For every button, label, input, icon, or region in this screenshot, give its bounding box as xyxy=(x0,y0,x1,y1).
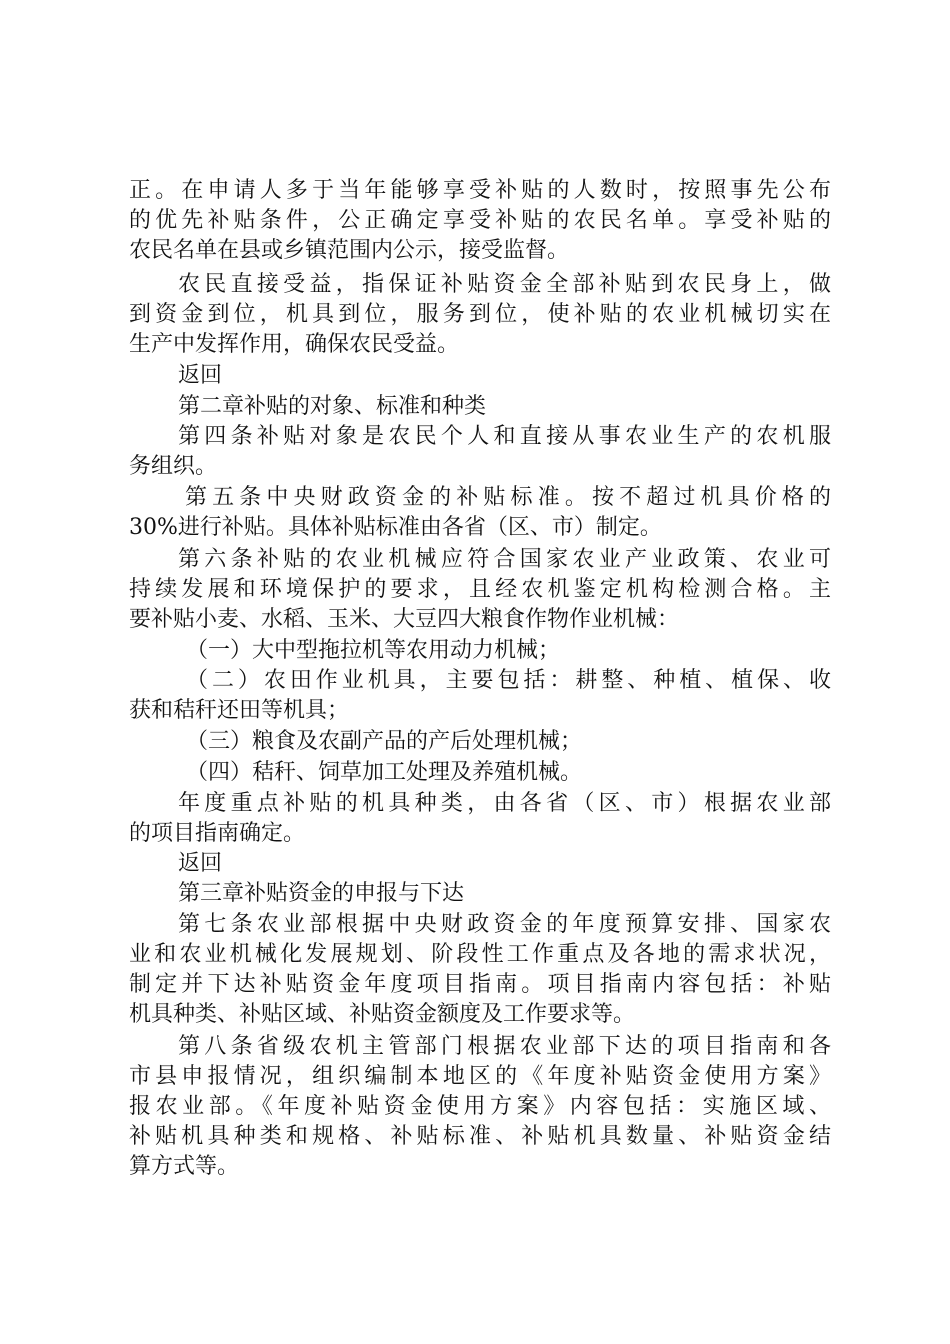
list-item: （一）大中型拖拉机等农用动力机械； xyxy=(186,638,561,663)
paragraph-line: 到资金到位，机具到位，服务到位，使补贴的农业机械切实在 xyxy=(129,302,831,327)
paragraph-line: 获和秸秆还田等机具； xyxy=(129,698,350,723)
paragraph-line: 的优先补贴条件，公正确定享受补贴的农民名单。享受补贴的 xyxy=(129,208,831,233)
return-link[interactable]: 返回 xyxy=(178,851,223,876)
paragraph-line: 制定并下达补贴资金年度项目指南。项目指南内容包括：补贴 xyxy=(129,972,831,997)
chapter-heading: 第二章补贴的对象、标准和种类 xyxy=(178,394,487,419)
paragraph-line: 务组织。 xyxy=(129,454,218,479)
paragraph-line: 业和农业机械化发展规划、阶段性工作重点及各地的需求状况， xyxy=(129,942,831,967)
list-item: （三）粮食及农副产品的产后处理机械； xyxy=(186,729,583,754)
paragraph-line: 农民名单在县或乡镇范围内公示，接受监督。 xyxy=(129,238,570,263)
paragraph-line: 第七条农业部根据中央财政资金的年度预算安排、国家农 xyxy=(178,912,831,937)
chapter-heading: 第三章补贴资金的申报与下达 xyxy=(178,881,465,906)
paragraph-line: 机具种类、补贴区域、补贴资金额度及工作要求等。 xyxy=(129,1002,636,1027)
paragraph-line: 生产中发挥作用，确保农民受益。 xyxy=(129,332,460,357)
paragraph-line: 第四条补贴对象是农民个人和直接从事农业生产的农机服 xyxy=(178,424,831,449)
paragraph-line: 30%进行补贴。具体补贴标准由各省（区、市）制定。 xyxy=(129,515,662,540)
list-item: （二）农田作业机具，主要包括：耕整、种植、植保、收 xyxy=(186,668,831,693)
paragraph-line: 市县申报情况，组织编制本地区的《年度补贴资金使用方案》 xyxy=(129,1064,831,1089)
paragraph-line: 第五条中央财政资金的补贴标准。按不超过机具价格的 xyxy=(185,485,831,510)
paragraph-line: 第八条省级农机主管部门根据农业部下达的项目指南和各 xyxy=(178,1034,831,1059)
return-link[interactable]: 返回 xyxy=(178,363,223,388)
paragraph-line: 农民直接受益，指保证补贴资金全部补贴到农民身上，做 xyxy=(178,272,831,297)
paragraph-line: 持续发展和环境保护的要求，且经农机鉴定机构检测合格。主 xyxy=(129,577,831,602)
paragraph-line: 算方式等。 xyxy=(129,1154,240,1179)
paragraph-line: 报农业部。《年度补贴资金使用方案》内容包括：实施区域、 xyxy=(129,1094,831,1119)
paragraph-line: 第六条补贴的农业机械应符合国家农业产业政策、农业可 xyxy=(178,547,831,572)
paragraph-line: 补贴机具种类和规格、补贴标准、补贴机具数量、补贴资金结 xyxy=(129,1124,831,1149)
paragraph-line: 年度重点补贴的机具种类，由各省（区、市）根据农业部 xyxy=(178,791,831,816)
list-item: （四）秸秆、饲草加工处理及养殖机械。 xyxy=(186,760,583,785)
paragraph-line: 的项目指南确定。 xyxy=(129,821,306,846)
paragraph-line: 正。在申请人多于当年能够享受补贴的人数时，按照事先公布 xyxy=(129,178,831,203)
paragraph-line: 要补贴小麦、水稻、玉米、大豆四大粮食作物作业机械： xyxy=(129,607,680,632)
